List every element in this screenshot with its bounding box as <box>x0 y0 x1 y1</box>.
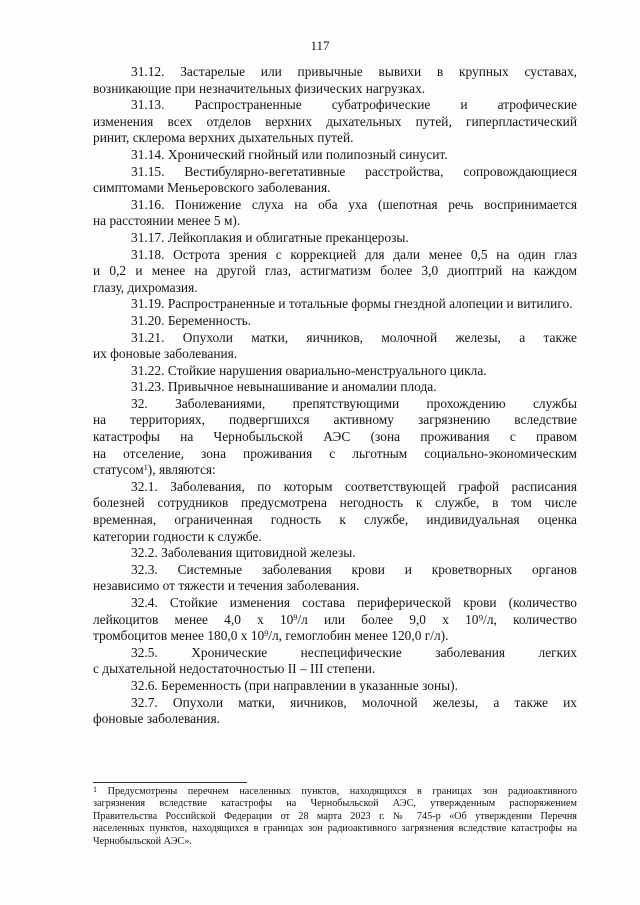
line-text: 31.21. Опухоли матки, яичников, молочной железы, а также <box>131 329 577 345</box>
line-text: 31.19. Распространенные и тотальные формы гнездной алопеции и витилиго. <box>131 296 573 312</box>
text-line <box>93 495 577 512</box>
text-line <box>93 247 577 264</box>
line-text: 32.3. Системные заболевания крови и кроветворных органов <box>131 561 577 577</box>
text-line <box>93 97 577 114</box>
line-text: 31.20. Беременность. <box>131 312 252 328</box>
line-text: 31.15. Вестибулярно-вегетативные расстройства, сопровождающиеся <box>131 163 577 179</box>
text-line <box>93 446 577 463</box>
footnote-line <box>93 823 577 835</box>
text-line <box>93 313 577 330</box>
line-text: независимо от тяжести и течения заболевания. <box>93 578 360 594</box>
text-line <box>93 695 577 712</box>
line-text: 31.12. Застарелые или привычные вывихи в крупных суставах, <box>131 64 577 79</box>
footnote-text: Правительства Российской Федерации от 28 марта 2023 г. № 745-р «Об утверждении Перечня <box>93 810 577 822</box>
superscript: 9 <box>293 612 298 622</box>
text-line <box>93 545 577 562</box>
line-text: 31.13. Распространенные субатрофические и атрофические <box>131 97 577 113</box>
line-text: 32. Заболеваниями, препятствующими прохождению службы <box>131 395 577 411</box>
line-text: 32.1. Заболевания, по которым соответствующей графой расписания <box>131 478 577 494</box>
text-line <box>93 578 577 595</box>
text-line <box>93 213 577 230</box>
line-text: 31.16. Понижение слуха на оба уха (шепотная речь воспринимается <box>131 196 577 212</box>
text-line <box>93 363 577 380</box>
superscript: 9 <box>264 629 269 639</box>
line-text: 32.4. Стойкие изменения состава периферической крови (количество <box>131 595 577 610</box>
line-text: 31.23. Привычное невынашивание и аномалии плода. <box>131 379 437 395</box>
line-text: 31.17. Лейкоплакия и облигатные преканцерозы. <box>131 229 409 245</box>
footnote-line <box>93 836 577 848</box>
line-text: 32.5. Хронические неспецифические заболевания легких <box>131 644 577 660</box>
line-text-after: /л, гемоглобин менее 120,0 г/л). <box>268 628 449 644</box>
line-text-after: ), являются: <box>147 462 216 478</box>
text-line <box>93 280 577 297</box>
line-text: 31.22. Стойкие нарушения овариально-менструального цикла. <box>131 362 487 378</box>
text-line <box>93 396 577 413</box>
text-line <box>93 64 577 81</box>
text-line <box>93 147 577 164</box>
line-text: 32.6. Беременность (при направлении в указанные зоны). <box>131 677 458 693</box>
line-text: ринит, склерома верхних дыхательных путей. <box>93 130 354 146</box>
line-text: болезней сотрудников предусмотрена негодность к службе, в том числе <box>93 495 577 511</box>
footnote-line <box>93 786 577 798</box>
footnote-text: загрязнения вследствие катастрофы на Чернобыльской АЭС, утвержденным распоряжением <box>93 798 577 810</box>
text-line <box>93 661 577 678</box>
text-line <box>93 346 577 363</box>
text-line <box>93 296 577 313</box>
line-text: 32.2. Заболевания щитовидной железы. <box>131 545 356 561</box>
text-line <box>93 628 577 645</box>
text-line <box>93 379 577 396</box>
footnote-marker: 1 <box>93 785 97 794</box>
line-text-after: /л или более 9,0 x 10⁹/л, количество <box>297 611 577 627</box>
page-number: 117 <box>310 38 330 53</box>
line-text: глазу, дихромазия. <box>93 279 198 295</box>
text-line <box>93 130 577 147</box>
line-text: статусом <box>93 462 144 478</box>
text-line <box>93 197 577 214</box>
line-text: на отселение, зона проживания с льготным социально-экономическим <box>93 445 577 461</box>
line-text: категории годности к службе. <box>93 528 262 544</box>
line-text: 32.7. Опухоли матки, яичников, молочной железы, а также их <box>131 694 577 710</box>
text-line <box>93 429 577 446</box>
text-line <box>93 81 577 98</box>
text-line <box>93 462 577 479</box>
text-line <box>93 330 577 347</box>
line-text: 31.14. Хронический гнойный или полипозный синусит. <box>131 146 448 162</box>
line-text: временная, ограниченная годность к службе, индивидуальная оценка <box>93 512 577 528</box>
text-line <box>93 512 577 529</box>
line-text: изменения всех отделов верхних дыхательных путей, гиперпластический <box>93 113 577 129</box>
line-text: с дыхательной недостаточностью II – III степени. <box>93 661 376 677</box>
line-text: их фоновые заболевания. <box>93 346 238 362</box>
footnote-text: населенных пунктов, находящихся в границах зон радиоактивного загрязнения вследствие катастрофы на <box>93 823 577 835</box>
line-text: лейкоцитов менее 4,0 x 10 <box>93 611 294 627</box>
text-line <box>93 562 577 579</box>
footnote-text: Чернобыльской АЭС». <box>93 835 192 847</box>
text-line <box>93 711 577 728</box>
text-line <box>93 164 577 181</box>
text-line <box>93 114 577 131</box>
line-text: 31.18. Острота зрения с коррекцией для дали менее 0,5 на один глаз <box>131 246 577 262</box>
document-body <box>93 64 577 728</box>
footnote-divider <box>93 782 247 783</box>
line-text: возникающие при незначительных физических нагрузках. <box>93 80 426 96</box>
text-line <box>93 678 577 695</box>
footnote <box>93 786 577 848</box>
text-line <box>93 595 577 612</box>
line-text: катастрофы на Чернобыльской АЭС (зона проживания с правом <box>93 429 577 445</box>
text-line <box>93 479 577 496</box>
text-line <box>93 263 577 280</box>
footnote-text: Предусмотрены перечнем населенных пунктов, находящихся в границах зон радиоактивного <box>97 786 577 797</box>
line-text: на расстоянии менее 5 м). <box>93 213 241 229</box>
footnote-line <box>93 798 577 810</box>
line-text: тромбоцитов менее 180,0 x 10 <box>93 628 265 644</box>
line-text: симптомами Меньеровского заболевания. <box>93 180 331 196</box>
text-line <box>93 180 577 197</box>
text-line <box>93 412 577 429</box>
text-line <box>93 529 577 546</box>
line-text: и 0,2 и менее на другой глаз, астигматизм более 3,0 диоптрий на каждом <box>93 263 577 279</box>
text-line <box>93 230 577 247</box>
superscript: 1 <box>143 463 148 473</box>
text-line <box>93 645 577 662</box>
line-text: фоновые заболевания. <box>93 711 220 727</box>
text-line <box>93 612 577 629</box>
footnote-line <box>93 811 577 823</box>
line-text: на территориях, подвергшихся активному загрязнению вследствие <box>93 412 577 428</box>
